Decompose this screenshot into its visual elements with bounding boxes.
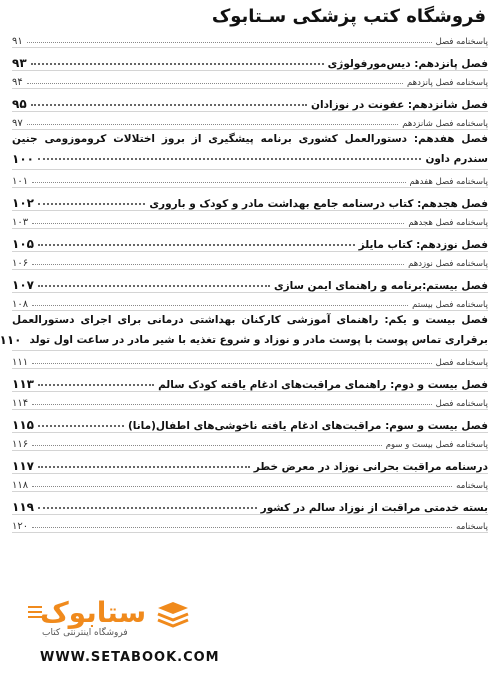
logo-wordmark: ستابوک — [40, 596, 147, 629]
toc-page-number: ۱۱۰ — [0, 333, 22, 347]
dot-leader — [31, 63, 324, 65]
toc-entry-title: درسنامه مراقبت بحرانی نوزاد در معرض خطر — [253, 461, 488, 473]
toc-entry-title: پاسخنامه فصل پانزدهم — [406, 78, 488, 88]
dot-leader — [32, 182, 405, 183]
toc-page-number: ۱۱۹ — [12, 500, 34, 514]
toc-page-number: ۱۱۱ — [12, 357, 29, 368]
toc-answer-key-entry[interactable] — [12, 392, 488, 410]
dot-leader — [27, 83, 403, 84]
dot-leader — [38, 466, 250, 468]
toc-entry-title: پاسخنامه فصل شانزدهم — [402, 119, 488, 129]
dot-leader — [32, 223, 404, 224]
toc-answer-key-entry[interactable] — [12, 71, 488, 89]
toc-entry-line: برقراری تماس پوست با پوست مادر و نوزاد و شروع تغذیه با شیر مادر در ساعت اول تولد — [29, 334, 488, 346]
toc-entry-title: پاسخنامه فصل هفدهم — [409, 177, 488, 187]
toc-page-number: ۱۱۴ — [12, 398, 29, 409]
toc-page-number: ۱۰۲ — [12, 196, 34, 210]
dot-leader — [38, 507, 257, 509]
toc-chapter-entry[interactable] — [12, 451, 488, 474]
toc-entry-line: فصل بیست و یکم: راهنمای آموزشی کارکنان بهداشتی درمانی برای اجرای دستورالعمل — [12, 314, 488, 326]
dot-leader — [38, 384, 154, 386]
toc-chapter-entry[interactable] — [12, 410, 488, 433]
dot-leader — [32, 527, 452, 528]
dot-leader — [38, 285, 270, 287]
toc-answer-key-entry[interactable] — [12, 30, 488, 48]
toc-entry-line: فصل هفدهم: دستورالعمل کشوری برنامه پیشگیری از بروز اختلالات کروموزومی جنین — [12, 133, 488, 145]
toc-answer-key-entry[interactable] — [12, 112, 488, 130]
dot-leader — [38, 244, 355, 246]
toc-page-number: ۹۳ — [12, 56, 27, 70]
dot-leader — [38, 425, 124, 427]
toc-page-number: ۱۲۰ — [12, 521, 29, 532]
toc-chapter-entry[interactable] — [12, 188, 488, 211]
toc-answer-key-entry[interactable] — [12, 474, 488, 492]
toc-page-number: ۱۰۱ — [12, 176, 29, 187]
setabook-logo[interactable] — [28, 596, 188, 646]
dot-leader — [32, 305, 408, 306]
dot-leader — [32, 404, 431, 405]
toc-answer-key-entry[interactable] — [12, 351, 488, 369]
toc-page-number: ۱۱۳ — [12, 377, 34, 391]
toc-answer-key-entry[interactable] — [12, 170, 488, 188]
dot-leader — [27, 42, 432, 43]
toc-answer-key-entry[interactable] — [12, 252, 488, 270]
toc-page-number: ۹۷ — [12, 118, 23, 129]
toc-answer-key-entry[interactable] — [12, 515, 488, 533]
toc-entry-title: پاسخنامه فصل بیست و سوم — [385, 440, 488, 450]
toc-entry-title: فصل شانزدهم: عفونت در نوزادان — [311, 99, 488, 111]
toc-entry-title: پاسخنامه فصل — [435, 399, 488, 409]
toc-entry-title: پاسخنامه فصل — [435, 358, 488, 368]
toc-entry-multiline[interactable] — [0, 311, 488, 351]
toc-entry-title: پاسخنامه — [456, 481, 488, 491]
toc-entry-line: سندرم داون — [425, 153, 488, 165]
dot-leader — [32, 264, 404, 265]
toc-page-number: ۱۱۵ — [12, 418, 34, 432]
toc-chapter-entry[interactable] — [12, 270, 488, 293]
toc-page-number: ۹۴ — [12, 77, 23, 88]
toc-page-number: ۱۰۷ — [12, 278, 34, 292]
dot-leader — [31, 104, 307, 106]
logo-tagline: فروشگاه اینترنتی کتاب — [42, 628, 128, 638]
toc-entry-title: فصل نوزدهم: کتاب مایلز — [358, 239, 488, 251]
toc-entry-title: فصل بیست و سوم: مراقبت‌های ادغام یافته ناخوشی‌های اطفال(مانا) — [127, 420, 488, 432]
dot-leader — [32, 486, 452, 487]
toc-page-number: ۱۰۸ — [12, 299, 29, 310]
toc-chapter-entry[interactable] — [12, 48, 488, 71]
toc-entry-title: فصل بیست و دوم: راهنمای مراقبت‌های ادغام یافته کودک سالم — [158, 379, 488, 391]
dot-leader — [38, 158, 421, 160]
toc-chapter-entry[interactable] — [12, 369, 488, 392]
toc-chapter-entry[interactable] — [12, 492, 488, 515]
toc-entry-title: پاسخنامه فصل نوزدهم — [408, 259, 488, 269]
toc-page-number: ۱۰۶ — [12, 258, 29, 269]
toc-chapter-entry[interactable] — [12, 229, 488, 252]
book-stack-icon — [156, 600, 190, 634]
table-of-contents — [0, 30, 488, 533]
toc-page-number: ۱۰۳ — [12, 217, 29, 228]
toc-entry-title: فصل پانزدهم: دیس‌مورفولوژی — [327, 58, 488, 70]
toc-page-number: ۱۱۸ — [12, 480, 29, 491]
toc-entry-title: بسته خدمتی مراقبت از نوزاد سالم در کشور — [260, 502, 488, 514]
dot-leader — [32, 363, 431, 364]
toc-chapter-entry[interactable] — [12, 89, 488, 112]
toc-answer-key-entry[interactable] — [12, 293, 488, 311]
toc-page-number: ۱۱۷ — [12, 459, 34, 473]
toc-page-number: ۱۰۵ — [12, 237, 34, 251]
dot-leader — [32, 445, 382, 446]
toc-entry-title: پاسخنامه فصل بیستم — [412, 300, 488, 310]
toc-entry-title: فصل بیستم:برنامه و راهنمای ایمن سازی — [273, 280, 488, 292]
toc-entry-title: فصل هجدهم: کتاب درسنامه جامع بهداشت مادر و کودک و باروری — [149, 198, 488, 210]
toc-page-number: ۱۱۶ — [12, 439, 29, 450]
toc-answer-key-entry[interactable] — [12, 211, 488, 229]
toc-entry-title: پاسخنامه — [456, 522, 488, 532]
toc-page-number: ۱۰۰ — [12, 152, 34, 166]
page-title: فروشگاه کتب پزشکی سـتابوک — [211, 6, 486, 27]
dot-leader — [27, 124, 398, 125]
toc-page-number: ۹۵ — [12, 97, 27, 111]
toc-answer-key-entry[interactable] — [12, 433, 488, 451]
dot-leader — [38, 203, 145, 205]
website-link[interactable]: WWW.SETABOOK.COM — [40, 650, 220, 665]
toc-entry-multiline[interactable] — [12, 130, 488, 170]
toc-page-number: ۹۱ — [12, 36, 23, 47]
toc-entry-title: پاسخنامه فصل — [435, 37, 488, 47]
toc-entry-title: پاسخنامه فصل هجدهم — [408, 218, 488, 228]
